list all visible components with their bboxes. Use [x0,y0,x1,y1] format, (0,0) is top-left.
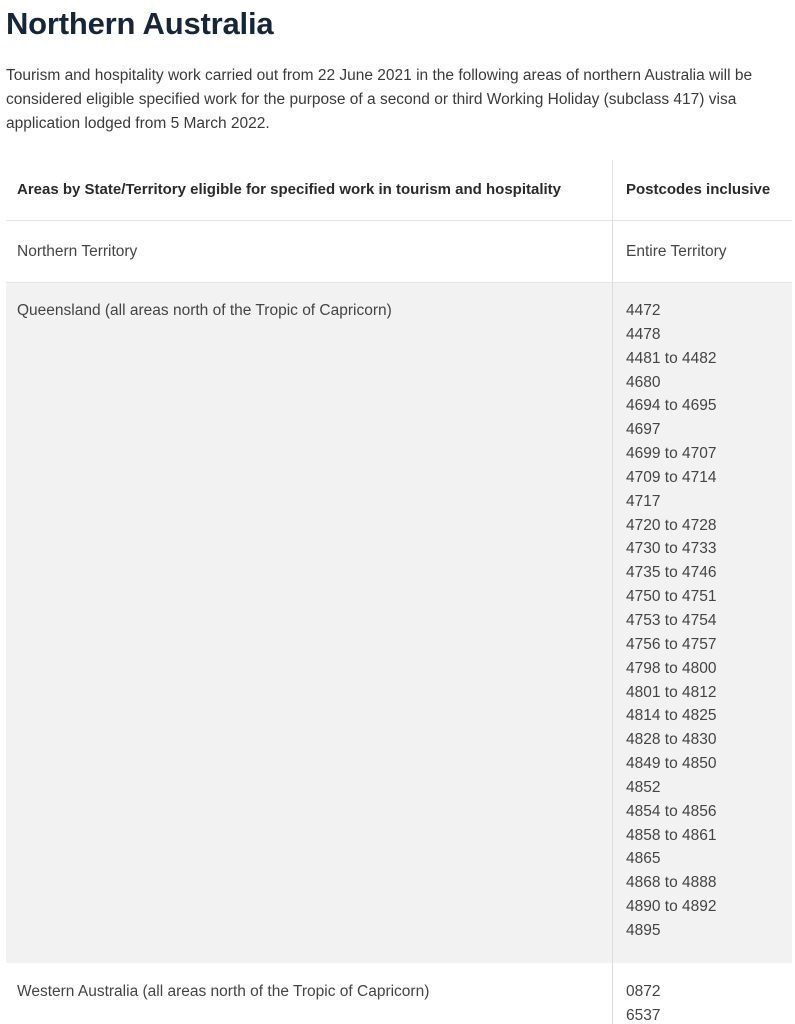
page-title: Northern Australia [6,6,274,41]
intro-paragraph: Tourism and hospitality work carried out from 22 June 2021 in the following areas of northern Australia will be considered eligible specified work for the purpose of a second or third Working Holiday (subclass 417) visa application lodged from 5 March 2022. [6,67,753,132]
table-row [6,283,792,963]
eligible-areas-table [6,160,792,1024]
postcode-entry: 4753 to 4754 [626,611,717,629]
postcode-entry: 4890 to 4892 [626,898,717,916]
postcode-entry: 4478 [626,325,661,343]
area-cell: Queensland (all areas north of the Tropic of Capricorn) [6,283,613,963]
area-cell: Northern Territory [6,221,613,282]
postcode-cell [613,283,792,963]
postcode-entry: 4858 to 4861 [626,826,717,844]
postcode-cell [613,963,792,1024]
postcode-entry: 4720 to 4728 [626,516,717,534]
postcode-entry: 4697 [626,421,661,439]
postcode-entry: 4756 to 4757 [626,635,717,653]
postcode-entry: 4750 to 4751 [626,588,717,606]
postcode-entry: 4680 [626,373,661,391]
table-row [6,963,792,1024]
postcode-entry: 4730 to 4733 [626,540,717,558]
postcode-entry: 6537 [626,1006,661,1024]
postcode-entry: 4865 [626,850,661,868]
postcode-entry: 4699 to 4707 [626,445,717,463]
area-cell: Western Australia (all areas north of the Tropic of Capricorn) [6,963,613,1024]
postcode-entry: 4868 to 4888 [626,874,717,892]
postcode-entry: 4735 to 4746 [626,564,717,582]
postcode-entry: 4481 to 4482 [626,349,717,367]
postcode-cell [613,221,792,282]
header-postcodes: Postcodes inclusive [626,181,771,198]
postcode-entry: 4472 [626,302,661,319]
postcode-entry: 4709 to 4714 [626,468,717,486]
postcode-entry: 4849 to 4850 [626,755,717,773]
table-header-row [6,160,792,221]
header-area: Areas by State/Territory eligible for specified work in tourism and hospitality [6,160,613,220]
postcode-entry: 4828 to 4830 [626,731,717,749]
postcode-entry: 4717 [626,492,661,510]
postcode-entry: 4854 to 4856 [626,802,717,820]
postcode-entry: 0872 [626,983,661,1000]
postcode-entry: 4895 [626,921,661,939]
postcode-entry: 4798 to 4800 [626,659,717,677]
postcode-entry: Entire Territory [626,243,727,260]
postcode-entry: 4801 to 4812 [626,683,717,701]
postcode-entry: 4694 to 4695 [626,397,717,415]
table-row [6,221,792,283]
postcode-entry: 4852 [626,778,661,796]
postcode-entry: 4814 to 4825 [626,707,717,725]
